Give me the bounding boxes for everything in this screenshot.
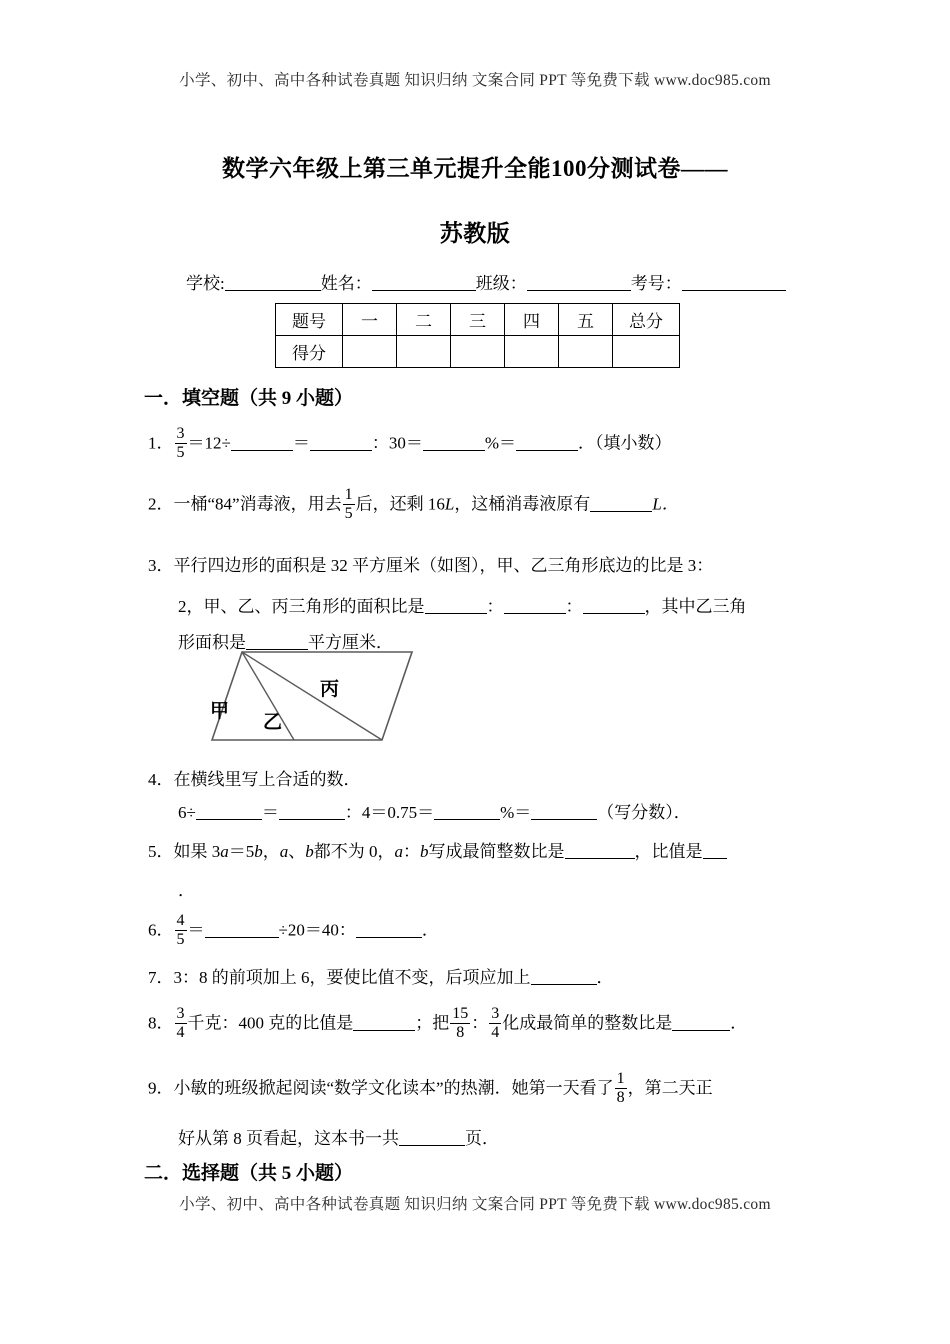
answer-blank-1c[interactable] [423, 436, 485, 451]
question-9-number: 9． [148, 1078, 174, 1098]
question-3-line-1 [148, 551, 713, 576]
variable-a-3: a [394, 842, 403, 861]
question-8-text-e: ． [730, 1013, 748, 1033]
question-9-text-c: 好从第 8 页看起，这本书一共 [178, 1129, 399, 1148]
question-1-text-a: ＝12÷ [187, 433, 231, 453]
fraction-numerator: 4 [176, 912, 185, 929]
parallelogram-diagram-svg [168, 642, 418, 754]
question-3-text-line3b: 平方厘米． [308, 633, 393, 652]
fraction-numerator: 3 [176, 1005, 185, 1022]
variable-a-2: a [279, 842, 289, 861]
score-table [275, 303, 680, 368]
question-9-text-d: 页． [465, 1129, 499, 1148]
fraction-numerator: 15 [452, 1005, 469, 1022]
question-3-text-line2c: ： [565, 597, 583, 616]
answer-blank-1d[interactable] [516, 436, 578, 451]
question-5-text-f: ： [403, 842, 420, 861]
question-7-text-a: 3：8 的前项加上 6，要使比值不变，后项应加上 [173, 968, 531, 987]
score-cell-4[interactable] [505, 336, 559, 368]
exam-number-input-blank[interactable] [682, 276, 786, 291]
header-section-2: 二 [397, 304, 451, 336]
exam-number-label: 考号： [630, 274, 682, 293]
question-2-text-b: 后，还剩 16 [355, 494, 445, 514]
school-input-blank[interactable] [225, 276, 321, 291]
question-4-text-e: （写分数）． [597, 803, 691, 822]
unit-liter: L [444, 494, 455, 514]
question-6-number: 6． [148, 920, 174, 940]
fraction-1-over-5 [343, 486, 355, 523]
answer-blank-4b[interactable] [279, 805, 345, 820]
question-5-text-h: ，比值是 [634, 842, 703, 861]
figure-label-bing: 丙 [320, 679, 340, 700]
fraction-denominator: 5 [176, 443, 185, 461]
figure-label-jia: 甲 [210, 701, 230, 722]
fraction-denominator: 5 [176, 930, 185, 948]
variable-b-1: b [254, 842, 263, 861]
question-4-text-d: %＝ [500, 803, 532, 822]
question-7 [148, 963, 614, 988]
header-total: 总分 [613, 304, 680, 336]
answer-blank-8a[interactable] [353, 1016, 415, 1031]
question-4-line-1 [148, 765, 361, 790]
variable-b-2: b [305, 842, 314, 861]
question-8-number: 8． [148, 1013, 174, 1033]
page-title-line1: 数学六年级上第三单元提升全能100分测试卷—— [222, 156, 728, 181]
question-5-text-a: 如果 3 [173, 842, 221, 861]
question-5-number: 5． [148, 842, 174, 861]
header-section-1: 一 [343, 304, 397, 336]
fraction-numerator: 1 [616, 1070, 625, 1087]
question-9-line-2 [178, 1124, 499, 1149]
question-1-text-c: ：30＝ [371, 433, 423, 453]
question-1-text-d: %＝ [484, 433, 517, 453]
question-9-text-b: ，第二天正 [627, 1078, 713, 1098]
table-row-headers [276, 304, 680, 336]
answer-blank-3c[interactable] [583, 599, 645, 614]
fraction-1-over-8 [615, 1070, 627, 1107]
score-cell-1[interactable] [343, 336, 397, 368]
question-8-text-c: ： [471, 1013, 489, 1033]
question-3-line-2 [178, 592, 747, 617]
question-6-text-a: ＝ [187, 920, 205, 940]
fraction-numerator: 3 [491, 1005, 500, 1022]
fraction-numerator: 1 [344, 486, 353, 503]
fraction-denominator: 4 [491, 1023, 500, 1041]
header-section-5: 五 [559, 304, 613, 336]
question-5-line-1 [148, 837, 727, 862]
answer-blank-6b[interactable] [356, 923, 422, 938]
question-4-line-2 [178, 798, 691, 823]
row-label-score: 得分 [276, 336, 343, 368]
parallelogram-figure [168, 642, 418, 754]
question-5-text-g: 写成最简整数比是 [428, 842, 565, 861]
section-heading-multiple-choice: 二．选择题（共 5 小题） [144, 1163, 354, 1184]
fraction-denominator: 5 [344, 504, 353, 522]
answer-blank-1b[interactable] [310, 436, 372, 451]
question-3-text-line2d: ，其中乙三角 [644, 597, 747, 616]
question-2 [148, 486, 679, 523]
score-cell-2[interactable] [397, 336, 451, 368]
answer-blank-3a[interactable] [425, 599, 487, 614]
question-9-line-1 [148, 1070, 713, 1107]
fraction-3-over-4-second [489, 1005, 501, 1042]
header-section-3: 三 [451, 304, 505, 336]
question-2-text-d: L． [652, 494, 679, 514]
answer-blank-8b[interactable] [672, 1016, 730, 1031]
answer-blank-7a[interactable] [531, 970, 597, 985]
question-9-text-a: 小敏的班级掀起阅读“数学文化读本”的热潮．她第一天看了 [173, 1078, 614, 1098]
question-3-number: 3． [148, 556, 174, 575]
question-5-text-period: ． [178, 881, 195, 900]
class-input-blank[interactable] [527, 276, 631, 291]
question-8-text-d: 化成最简单的整数比是 [502, 1013, 673, 1033]
answer-blank-4d[interactable] [531, 805, 597, 820]
class-label: 班级： [475, 274, 527, 293]
answer-blank-2a[interactable] [590, 497, 652, 512]
answer-blank-1a[interactable] [231, 436, 293, 451]
answer-blank-5a[interactable] [565, 844, 635, 859]
question-1-text-e: ．（填小数） [578, 433, 672, 453]
fraction-3-over-4-first [175, 1005, 187, 1042]
score-cell-5[interactable] [559, 336, 613, 368]
fraction-4-over-5 [175, 912, 187, 949]
question-8-text-b: ；把 [415, 1013, 450, 1033]
section-heading-fill-in-blanks: 一．填空题（共 9 小题） [144, 388, 354, 409]
name-input-blank[interactable] [372, 276, 476, 291]
question-6-text-b: ÷20＝40： [278, 920, 356, 940]
question-5-line-2 [178, 876, 195, 901]
question-3-text-line3a: 形面积是 [178, 633, 246, 652]
question-5-text-d: 、 [288, 842, 306, 861]
question-4-text-b: ＝ [261, 803, 279, 822]
score-cell-total[interactable] [613, 336, 680, 368]
question-2-text-c: ，这桶消毒液原有 [454, 494, 591, 514]
score-cell-3[interactable] [451, 336, 505, 368]
question-8-text-a: 千克：400 克的比值是 [187, 1013, 354, 1033]
question-5-text-b: ＝5 [228, 842, 255, 861]
question-3-text-line2b: ： [486, 597, 504, 616]
variable-a-1: a [220, 842, 229, 861]
question-2-number: 2． [148, 494, 174, 514]
question-4-number: 4． [148, 770, 174, 789]
watermark-footer: 小学、初中、高中各种试卷真题 知识归纳 文案合同 PPT 等免费下载 www.doc985.com [179, 1196, 771, 1213]
answer-blank-4a[interactable] [196, 805, 262, 820]
answer-blank-5b[interactable] [703, 844, 727, 859]
question-7-number: 7． [148, 968, 174, 987]
question-3-text-line2a: 2，甲、乙、丙三角形的面积比是 [178, 597, 425, 616]
name-label: 姓名： [320, 274, 372, 293]
answer-blank-9a[interactable] [399, 1131, 465, 1146]
question-4-text-c: ：4＝0.75＝ [344, 803, 435, 822]
answer-blank-4c[interactable] [434, 805, 500, 820]
question-1 [148, 425, 672, 462]
question-2-text-a: 一桶“84”消毒液，用去 [173, 494, 342, 514]
question-5-text-c: ， [262, 842, 280, 861]
fraction-denominator: 4 [176, 1023, 185, 1041]
page-title-line2: 苏教版 [439, 221, 511, 246]
question-4-text-line1: 在横线里写上合适的数． [173, 770, 361, 789]
student-identity-line [186, 269, 786, 294]
question-3-text-line1: 平行四边形的面积是 32 平方厘米（如图），甲、乙三角形底边的比是 3： [173, 556, 714, 575]
fraction-denominator: 8 [456, 1023, 465, 1041]
answer-blank-6a[interactable] [205, 923, 279, 938]
watermark-header: 小学、初中、高中各种试卷真题 知识归纳 文案合同 PPT 等免费下载 www.doc985.com [179, 72, 771, 89]
question-8 [148, 1005, 747, 1042]
question-5-text-e: 都不为 0， [313, 842, 395, 861]
fraction-3-over-5 [175, 425, 187, 462]
fraction-15-over-8 [450, 1005, 470, 1042]
fraction-denominator: 8 [616, 1088, 625, 1106]
figure-label-yi: 乙 [263, 712, 283, 733]
question-6 [148, 912, 439, 949]
school-label: 学校: [186, 274, 225, 293]
row-label-question-number: 题号 [276, 304, 343, 336]
question-1-text-b: ＝ [292, 433, 310, 453]
table-row-scores [276, 336, 680, 368]
question-1-number: 1． [148, 433, 174, 453]
header-section-4: 四 [505, 304, 559, 336]
question-7-text-b: ． [596, 968, 614, 987]
answer-blank-3b[interactable] [504, 599, 566, 614]
variable-b-3: b [420, 842, 429, 861]
question-6-text-c: ． [421, 920, 439, 940]
question-4-text-a: 6÷ [178, 803, 196, 822]
fraction-numerator: 3 [176, 425, 185, 442]
